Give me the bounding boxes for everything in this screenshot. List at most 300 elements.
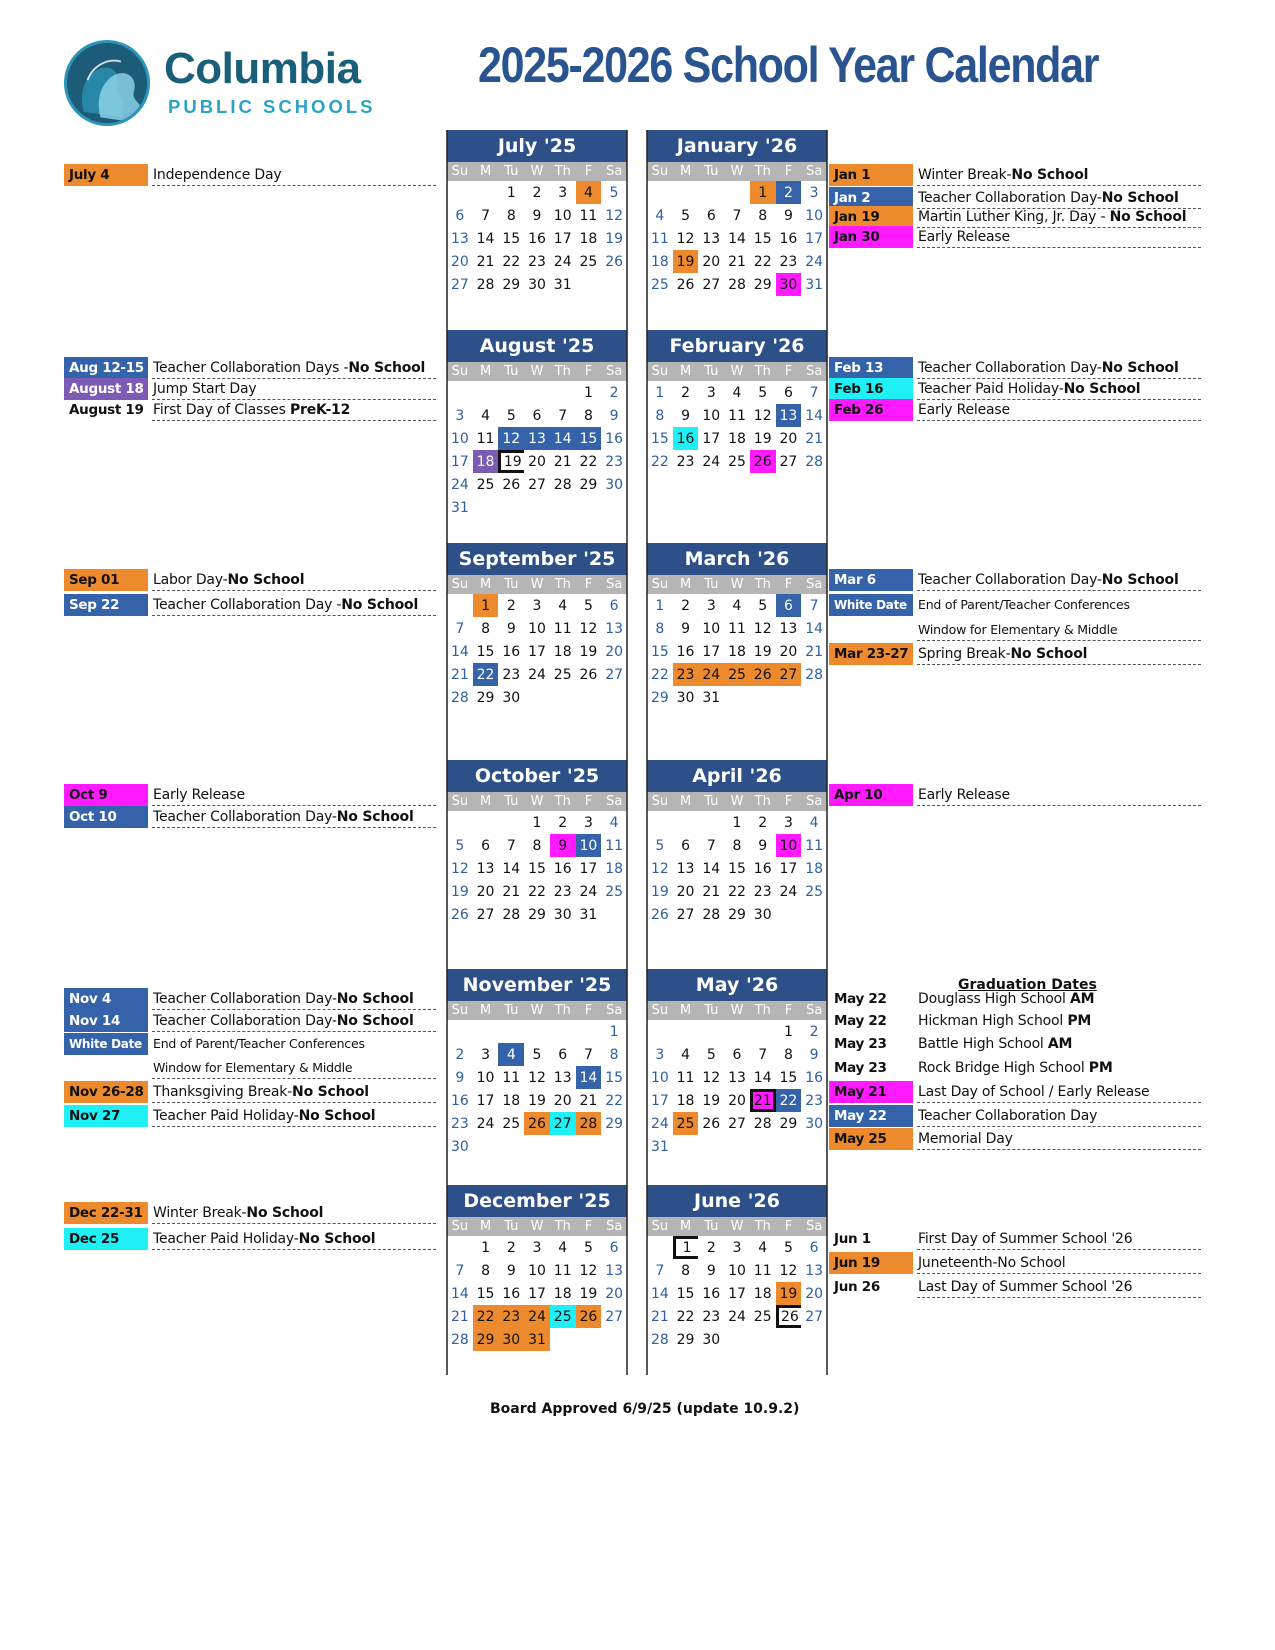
day-cell: 28 [753,1115,772,1132]
day-cell: 20 [553,1092,572,1109]
empty-cell [473,381,499,404]
day-cell: 21 [450,666,469,683]
empty-cell [698,1020,724,1043]
day-cell: 20 [728,1092,746,1109]
day-cell: 13 [702,230,721,247]
day-cell: 20 [779,430,798,447]
day-cell: 19 [673,250,699,273]
empty-cell [776,1328,802,1351]
day-cell: 15 [502,230,521,247]
event-emphasis: No School [1063,381,1141,397]
day-cell: 16 [605,430,624,447]
day-cell: 12 [779,1262,798,1279]
day-cell: 27 [776,663,802,686]
day-cell: 11 [579,207,598,224]
empty-cell [447,1236,473,1259]
empty-cell [473,811,499,834]
day-cell: 1 [655,597,665,614]
event-row [64,1228,444,1250]
day-cell: 1 [750,181,776,204]
event-row [829,1128,1209,1150]
event-date: Aug 12-15 [64,357,148,379]
weekday-label: Sa [606,1003,623,1018]
day-cell: 8 [481,1262,491,1279]
weekday-label: W [730,577,744,592]
day-cell: 8 [655,620,665,637]
day-cell: 22 [676,1308,695,1325]
day-cell: 29 [650,689,669,706]
event-text: Juneteenth-No School [918,1255,1066,1271]
day-cell: 5 [583,1239,593,1256]
event-row [829,1252,1209,1274]
empty-cell [447,181,473,204]
day-cell: 11 [605,837,624,854]
day-cell: 19 [450,883,469,900]
day-cell: 29 [676,1331,695,1348]
day-cell: 13 [450,230,469,247]
weekday-label: F [584,1003,593,1018]
day-cell: 3 [532,1239,542,1256]
day-cell: 3 [558,184,568,201]
day-cell: 28 [805,666,824,683]
empty-cell [673,1020,699,1043]
day-cell: 7 [558,407,568,424]
day-cell: 22 [753,253,772,270]
event-emphasis: No School [298,1108,376,1124]
event-date: Oct 10 [64,806,148,828]
day-cell: 23 [553,883,572,900]
day-cell: 4 [481,407,491,424]
event-text: Teacher Paid Holiday- [153,1231,299,1247]
day-cell: 17 [450,453,469,470]
day-cell: 24 [805,253,824,270]
day-cell: 27 [728,1115,746,1132]
day-cell: 24 [650,1115,669,1132]
month-august-25 [447,330,627,519]
day-cell: 7 [506,837,516,854]
event-row [64,1033,444,1055]
weekday-label: Th [754,794,771,809]
weekday-label: W [530,1003,544,1018]
day-cell: 7 [455,1262,465,1279]
event-description [917,1128,1201,1150]
empty-cell [473,1020,499,1043]
weekday-label: W [530,1219,544,1234]
event-text: Teacher Paid Holiday- [918,381,1064,397]
weekday-label: Th [754,1219,771,1234]
day-cell: 30 [676,689,695,706]
day-cell: 13 [728,1069,746,1086]
weekday-label: Sa [606,1219,623,1234]
day-cell: 21 [728,253,746,270]
day-cell: 4 [558,597,568,614]
event-emphasis: No School [227,572,305,588]
day-cell: 26 [776,1305,802,1328]
weekday-label: W [530,794,544,809]
empty-cell [776,686,802,709]
day-cell: 30 [450,1138,469,1155]
event-date: Sep 22 [64,594,148,616]
weekday-label: W [730,364,744,379]
event-description [152,1033,436,1055]
day-cell: 18 [728,430,746,447]
day-cell: 13 [776,404,802,427]
day-cell: 31 [805,276,824,293]
day-cell: 13 [524,427,550,450]
event-description [152,806,436,828]
weekday-label: Su [451,1003,469,1018]
event-row [64,594,444,616]
weekday-label: Su [651,577,669,592]
weekday-label: Th [754,164,771,179]
month-february-26 [647,330,827,473]
weekday-label: Sa [806,1219,823,1234]
day-cell: 23 [779,253,798,270]
day-cell: 9 [706,1262,716,1279]
day-cell: 15 [476,1285,495,1302]
day-cell: 10 [553,207,572,224]
weekday-label: F [584,1219,593,1234]
event-text: Early Release [918,787,1010,803]
month-december-25 [447,1185,627,1351]
day-cell: 15 [476,643,495,660]
day-cell: 17 [553,230,572,247]
event-row [64,1105,444,1127]
event-row [64,784,444,806]
day-cell: 4 [558,1239,568,1256]
event-emphasis: No School [1011,167,1089,183]
weekday-label: M [679,1219,692,1234]
day-cell: 28 [728,276,746,293]
empty-cell [576,1328,602,1351]
event-date: White Date [829,594,913,616]
weekday-label: Tu [504,1219,519,1234]
event-date: Jun 26 [834,1279,880,1295]
day-cell: 2 [758,814,768,831]
day-cell: 6 [609,597,619,614]
day-cell: 6 [481,837,491,854]
event-date: Jan 19 [829,206,913,228]
day-cell: 3 [706,597,716,614]
event-text: Hickman High School [918,1013,1068,1029]
day-cell: 24 [524,1305,550,1328]
event-emphasis: PM [1088,1060,1113,1076]
day-cell: 30 [502,689,521,706]
day-cell: 16 [502,1285,521,1302]
event-row [829,594,1209,616]
day-cell: 28 [476,276,495,293]
day-cell: 26 [579,666,598,683]
day-cell: 23 [502,666,521,683]
day-cell: 27 [450,276,469,293]
day-cell: 31 [450,499,469,516]
event-row [64,1057,444,1079]
day-cell: 8 [681,1262,691,1279]
board-approved-note: Board Approved 6/9/25 (update 10.9.2) [490,1401,800,1417]
day-cell: 31 [702,689,721,706]
empty-cell [601,686,627,709]
day-cell: 8 [609,1046,619,1063]
month-header: January '26 [647,130,827,162]
month-november-25 [447,969,627,1158]
event-date: Feb 13 [829,357,913,379]
day-cell: 4 [732,597,742,614]
day-cell: 2 [532,184,542,201]
day-cell: 1 [673,1236,699,1259]
empty-cell [647,811,673,834]
day-cell: 16 [805,1069,824,1086]
event-text: Winter Break- [918,167,1012,183]
weekday-label: F [784,1219,793,1234]
day-cell: 17 [476,1092,495,1109]
day-cell: 19 [753,430,772,447]
day-cell: 19 [605,230,624,247]
empty-cell [601,903,627,926]
event-date: Jun 19 [829,1252,913,1274]
day-cell: 7 [583,1046,593,1063]
day-cell: 5 [583,597,593,614]
weekday-label: Tu [704,164,719,179]
day-cell: 2 [809,1023,819,1040]
weekday-label: Sa [606,794,623,809]
day-cell: 27 [550,1112,576,1135]
day-cell: 26 [750,450,776,473]
day-grid [647,181,827,296]
event-date: May 23 [834,1036,887,1052]
day-cell: 25 [805,883,824,900]
day-cell: 21 [702,883,721,900]
empty-cell [447,381,473,404]
day-cell: 20 [528,453,546,470]
day-cell: 24 [476,1115,495,1132]
event-description [152,569,436,591]
event-row [829,1033,1209,1055]
day-cell: 15 [728,860,746,877]
weekday-label: Th [754,364,771,379]
day-cell: 22 [579,453,598,470]
weekday-label: Su [651,794,669,809]
event-row [829,164,1209,186]
day-cell: 9 [532,207,542,224]
day-cell: 8 [532,837,542,854]
event-date: May 25 [829,1128,913,1150]
event-text: Rock Bridge High School [918,1060,1089,1076]
day-cell: 16 [553,860,572,877]
graduation-dates-heading: Graduation Dates [958,977,1097,993]
day-cell: 10 [528,1262,546,1279]
weekday-label: Tu [704,1003,719,1018]
day-cell: 8 [758,207,768,224]
empty-cell [724,686,750,709]
day-cell: 27 [605,666,624,683]
day-cell: 29 [579,476,598,493]
day-cell: 4 [732,384,742,401]
event-text: Teacher Collaboration Day- [153,809,337,825]
day-cell: 22 [776,1089,802,1112]
weekday-label: F [784,577,793,592]
empty-cell [550,1135,576,1158]
weekday-label: M [479,794,492,809]
event-description [917,226,1201,248]
event-row [64,164,444,186]
empty-cell [524,496,550,519]
day-cell: 25 [673,1112,699,1135]
day-cell: 24 [450,476,469,493]
event-emphasis: No School [336,991,414,1007]
day-cell: 8 [481,620,491,637]
weekday-label: Su [651,164,669,179]
day-grid [647,1020,827,1158]
weekday-label: F [584,164,593,179]
empty-cell [550,381,576,404]
event-row [64,988,444,1010]
day-cell: 16 [702,1285,721,1302]
event-row [829,643,1209,665]
weekday-label: Su [451,164,469,179]
event-emphasis: No School [1109,209,1187,225]
event-row [829,619,1209,641]
day-cell: 6 [783,384,793,401]
event-text: Labor Day- [153,572,228,588]
event-text: Battle High School [918,1036,1048,1052]
day-cell: 7 [655,1262,665,1279]
event-description [917,1033,1201,1055]
event-emphasis: No School [1101,190,1179,206]
day-cell: 10 [702,620,721,637]
event-text: End of Parent/Teacher Conferences [153,1036,365,1051]
day-cell: 6 [706,207,716,224]
event-emphasis: PreK-12 [289,402,351,418]
day-cell: 9 [506,1262,516,1279]
weekday-label: Th [554,1003,571,1018]
event-date: May 23 [834,1060,887,1076]
day-cell: 25 [728,453,746,470]
day-cell: 29 [753,276,772,293]
day-cell: 14 [502,860,521,877]
day-cell: 12 [753,620,772,637]
day-cell: 31 [524,1328,550,1351]
day-cell: 22 [473,663,499,686]
event-date: May 21 [829,1081,913,1103]
event-text: Early Release [918,229,1010,245]
day-cell: 17 [728,1285,746,1302]
day-cell: 28 [805,453,824,470]
day-cell: 21 [650,1308,669,1325]
day-cell: 31 [553,276,572,293]
event-description [917,619,1201,641]
weekday-label: Su [451,794,469,809]
empty-cell [750,1020,776,1043]
day-cell: 26 [605,253,624,270]
empty-cell [473,496,499,519]
day-cell: 5 [455,837,465,854]
event-description [152,378,436,400]
month-header: April '26 [647,760,827,792]
day-cell: 7 [455,620,465,637]
weekday-label: M [679,794,692,809]
day-cell: 7 [732,207,742,224]
empty-cell [698,1135,724,1158]
day-cell: 26 [502,476,521,493]
day-cell: 10 [576,834,602,857]
event-description [917,569,1201,591]
day-grid [647,1236,827,1351]
event-text: Early Release [153,787,245,803]
day-cell: 3 [809,184,819,201]
day-cell: 15 [650,643,669,660]
weekday-label: F [784,1003,793,1018]
day-cell: 12 [605,207,624,224]
day-cell: 15 [779,1069,798,1086]
event-row [64,399,444,421]
event-description [917,206,1201,228]
event-date: Dec 25 [64,1228,148,1250]
day-cell: 27 [779,453,798,470]
day-cell: 23 [676,453,695,470]
weekday-row [647,792,827,811]
event-emphasis: No School [1010,646,1088,662]
empty-cell [550,686,576,709]
day-cell: 5 [681,207,691,224]
empty-cell [550,1328,576,1351]
day-cell: 4 [681,1046,691,1063]
day-cell: 10 [450,430,469,447]
day-cell: 4 [758,1239,768,1256]
event-text: Teacher Collaboration Day [918,1108,1098,1124]
day-cell: 2 [558,814,568,831]
day-cell: 22 [473,1305,499,1328]
event-description [152,1202,436,1224]
day-cell: 1 [732,814,742,831]
day-cell: 4 [809,814,819,831]
event-date: May 22 [834,991,887,1007]
event-date: White Date [64,1033,148,1055]
day-cell: 26 [750,663,776,686]
day-cell: 13 [605,620,624,637]
day-cell: 27 [605,1308,624,1325]
empty-cell [776,1135,802,1158]
event-text: Spring Break- [918,646,1011,662]
day-cell: 14 [702,860,721,877]
day-cell: 3 [455,407,465,424]
weekday-label: W [530,164,544,179]
event-text: Independence Day [153,167,282,183]
day-cell: 2 [506,1239,516,1256]
day-cell: 27 [702,276,721,293]
event-text: Last Day of School / Early Release [918,1084,1150,1100]
event-description [152,988,436,1010]
month-september-25 [447,543,627,709]
event-date: August 19 [69,402,144,418]
event-date: Apr 10 [829,784,913,806]
day-cell: 10 [476,1069,495,1086]
day-cell: 30 [498,1328,524,1351]
day-cell: 7 [706,837,716,854]
event-description [917,594,1201,616]
day-cell: 24 [553,253,572,270]
empty-cell [647,1236,673,1259]
weekday-row [447,1217,627,1236]
event-description [917,643,1201,665]
day-cell: 18 [753,1285,772,1302]
weekday-label: M [479,364,492,379]
day-cell: 1 [506,184,516,201]
event-emphasis: No School [1101,360,1179,376]
weekday-row [447,362,627,381]
event-date: Feb 26 [829,399,913,421]
empty-cell [801,1328,827,1351]
event-date: Nov 26-28 [64,1081,148,1103]
